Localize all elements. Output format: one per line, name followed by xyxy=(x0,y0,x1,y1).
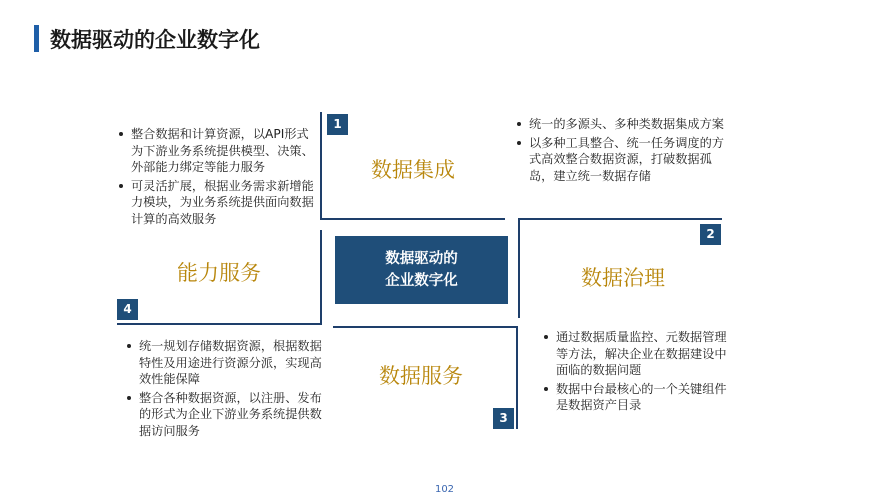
label-data-governance: 数据治理 xyxy=(581,266,665,290)
bullet-item: 整合各种数据资源，以注册、发布的形式为企业下游业务系统提供数据访问服务 xyxy=(126,390,326,440)
quadrant-1-badge: 1 xyxy=(327,114,348,135)
divider-q2-vertical xyxy=(518,218,520,318)
divider-q4-vertical xyxy=(320,230,322,325)
center-line-2: 企业数字化 xyxy=(385,273,458,289)
quadrant-3-badge: 3 xyxy=(493,408,514,429)
bullet-item: 整合数据和计算资源，以API形式为下游业务系统提供模型、决策、外部能力绑定等能力服务 xyxy=(118,126,318,176)
page-number: 102 xyxy=(434,484,455,495)
bullets-bottom-left xyxy=(126,338,326,441)
center-box xyxy=(335,236,508,304)
bullet-item: 可灵活扩展，根据业务需求新增能力模块，为业务系统提供面向数据计算的高效服务 xyxy=(118,178,318,228)
divider-q3-vertical xyxy=(516,326,518,429)
divider-q1-vertical xyxy=(320,112,322,220)
divider-q2-horizontal xyxy=(518,218,722,220)
divider-q3-horizontal xyxy=(333,326,518,328)
label-data-service: 数据服务 xyxy=(379,364,463,388)
bullets-top-right xyxy=(516,116,726,186)
divider-q4-horizontal xyxy=(117,323,322,325)
quadrant-4-badge: 4 xyxy=(117,299,138,320)
page-title: 数据驱动的企业数字化 xyxy=(50,28,260,52)
divider-q1-horizontal xyxy=(320,218,505,220)
title-accent-bar xyxy=(34,25,39,52)
bullet-item: 统一的多源头、多种类数据集成方案 xyxy=(516,116,726,133)
quadrant-2-badge: 2 xyxy=(700,224,721,245)
bullets-bottom-right xyxy=(543,329,733,416)
bullet-item: 统一规划存储数据资源，根据数据特性及用途进行资源分派，实现高效性能保障 xyxy=(126,338,326,388)
bullet-item: 以多种工具整合、统一任务调度的方式高效整合数据资源，打破数据孤岛，建立统一数据存储 xyxy=(516,135,726,185)
bullets-top-left xyxy=(118,126,318,229)
label-capability-service: 能力服务 xyxy=(177,261,261,285)
label-data-integration: 数据集成 xyxy=(371,158,455,182)
center-line-1: 数据驱动的 xyxy=(385,251,458,267)
bullet-item: 数据中台最核心的一个关键组件是数据资产目录 xyxy=(543,381,733,414)
bullet-item: 通过数据质量监控、元数据管理等方法，解决企业在数据建设中面临的数据问题 xyxy=(543,329,733,379)
